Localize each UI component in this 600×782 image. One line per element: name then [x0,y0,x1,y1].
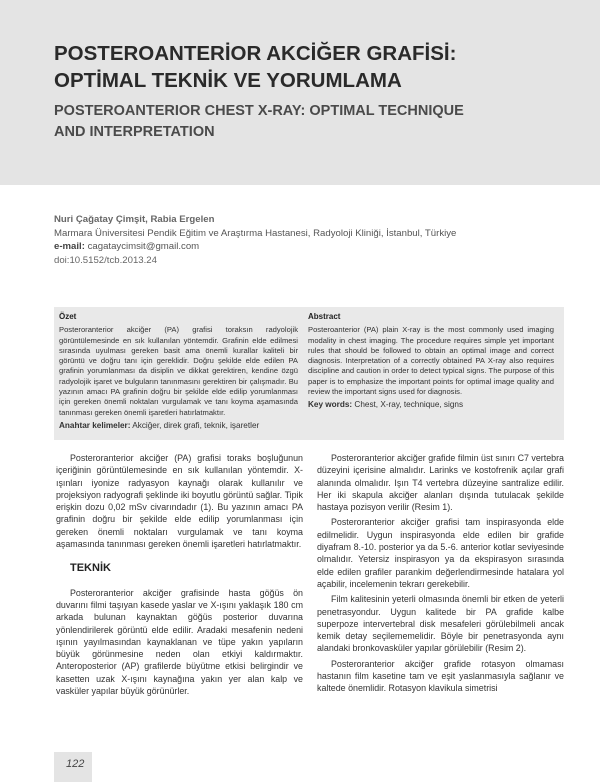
body-column-right [317,452,564,698]
section-title-teknik: TEKNİK [70,562,111,575]
body-paragraph: Posteroranterior akciğer grafide filmin üst sınırı C7 vertebra düzeyini içerisine almalıdır. Larinks ve kostofrenik açılar grafi alanında olmalıdır. Işın T4 vertebra düzeyine santralize edilir. Her iki skapula akciğer alanları dışında tutulacak şekilde hastaya pozisyon verilir (Resim 1). [317,453,564,513]
keywords-english [308,400,554,410]
author-names: Nuri Çağatay Çimşit, Rabia Ergelen [54,214,215,225]
email-link[interactable]: cagataycimsit@gmail.com [87,241,200,252]
title-english-line1: POSTEROANTERIOR CHEST X-RAY: OPTIMAL TECHNIQUE [54,103,464,119]
page-number: 122 [66,758,85,770]
title-english [54,101,574,143]
affiliation: Marmara Üniversitesi Pendik Eğitim ve Araştırma Hastanesi, Radyoloji Kliniği, İstanbul, Türkiye [54,227,457,239]
authors-block [54,213,574,267]
keywords-turkish-values: Akciğer, direk grafi, teknik, işaretler [132,420,260,430]
abstract-turkish-heading: Özet [59,312,77,321]
title-turkish-line1: POSTEROANTERİOR AKCİĞER GRAFİSİ: [54,42,457,65]
doi[interactable]: doi:10.5152/tcb.2013.24 [54,254,157,266]
abstract-english [308,312,554,411]
abstract-english-text: Posteroanterior (PA) plain X-ray is the most commonly used imaging modality in chest imaging. The procedure requires simple yet important rules that should be followed to obtain an optimal image and correct diagnosis. Interpretation of a correctly obtained PA X-ray also requires discipline and caution in order to detect typical signs. The purpose of this paper is to emphasize the important points for optimal image quality and review the important signs used for diagnosis. [308,325,554,397]
keywords-english-label: Key words: [308,400,353,410]
abstract-turkish-text: Posteroranterior akciğer (PA) grafisi toraksın radyolojik görüntülemesinde en sık kullanılan yöntemdir. Grafinin elde edilmesi sırasında uyulması gereken basit ama önemli kurallar kaliteli bir görüntü ve doğru tanı için gereklidir. Doğru şekilde elde edilen PA grafinin yorumlanması da disiplin ve dikkat gerektiren, kendine özgü radyolojik işaret ve bulguların tanınmasını gerektiren bir çalışmadır. Bu yazının amacı PA grafinin doğru bir şekilde elde edilip yorumlanması için gereken önemli noktaları vurgulamak ve tanı koyma aşamasında tanınması gereken önemli işaretleri hatırlatmaktır. [59,325,298,417]
abstract-english-heading: Abstract [308,312,341,321]
keywords-turkish [59,421,298,431]
abstract-turkish [59,312,298,431]
title-turkish [54,40,574,94]
body-paragraph: Film kalitesinin yeterli olmasında önemli bir etken de yeterli penetrasyondur. Uygun kalitede bir PA grafide kalbe superpoze intervertebral disk mesafeleri görülebilmeli ancak kemik detay seçilememelidir. Böyle bir penetrasyonda aynı alandaki bronkovasküler yapılar görülebilir (Resim 2). [317,594,564,654]
body-paragraph: Posteroranterior akciğer grafisi tam inspirasyonda elde edilmelidir. Uygun inspirasyonda elde edilen bir grafide diyafram 8.-10. posterior ya da 5.-6. anterior kotlar seviyesinde olmalıdır. Yetersiz inspirasyon ya da ekspirasyon sırasında elde edilen grafiler parankim değerlendirmesinde hatalara yol açabilir, incelemenin tekrarı gerekebilir. [317,517,564,589]
body-column-left [56,452,303,700]
title-english-line2: AND INTERPRETATION [54,124,215,140]
email-line [54,240,574,254]
body-paragraph: Posteroranterior akciğer grafisinde hasta göğüs ön duvarını filmi taşıyan kasede yaslar ve X-ışını yaklaşık 180 cm arkada bulunan kaynaktan göğüs posterior duvarına yönlendirilerek görüntü elde edilir. Aradaki mesafenin nedeni ışının yayılmasından kaynaklanan ve tüpe yakın yapıların büyük görünmesine neden olan etkiyi kaldırmaktır. Anteroposterior (AP) grafilerde büyütme etkisi belirgindir ve kasetten uzak X-ışını kaynağına yakın yer alan kalp ve vasküler yapılar büyük görünürler. [56,587,303,697]
body-paragraph: Posteroranterior akciğer (PA) grafisi toraks boşluğunun içeriğinin görüntülemesinde en sık kullanılan yöntemdir. X-ışınları iyonize radyasyon kaynağı olarak kullanılır ve projeksiyon radyografi şeklinde iki boyutlu görüntü sağlar. Tipik erişkin dozu 0,02 mSv civarındadır (1). Bu yazının amacı PA grafinin doğru bir şekilde elde edilip yorumlanması için gereken önemli noktaları vurgulamak ve tanı koyma aşamasında tanınması gereken önemli işaretleri hatırlatmaktır. [56,453,303,550]
abstract-box [54,307,564,440]
keywords-turkish-label: Anahtar kelimeler: [59,420,131,430]
keywords-english-values: Chest, X-ray, technique, signs [354,400,464,410]
body-paragraph: Posteroranterior akciğer grafide rotasyon olmaması hastanın film kasetine tam ve eşit yaslanmasıyla sağlanır ve kaltede önemlidir. Rotasyon klavikula simetrisi [317,658,564,694]
email-label: e-mail: [54,241,85,252]
title-turkish-line2: OPTİMAL TEKNİK VE YORUMLAMA [54,69,402,92]
